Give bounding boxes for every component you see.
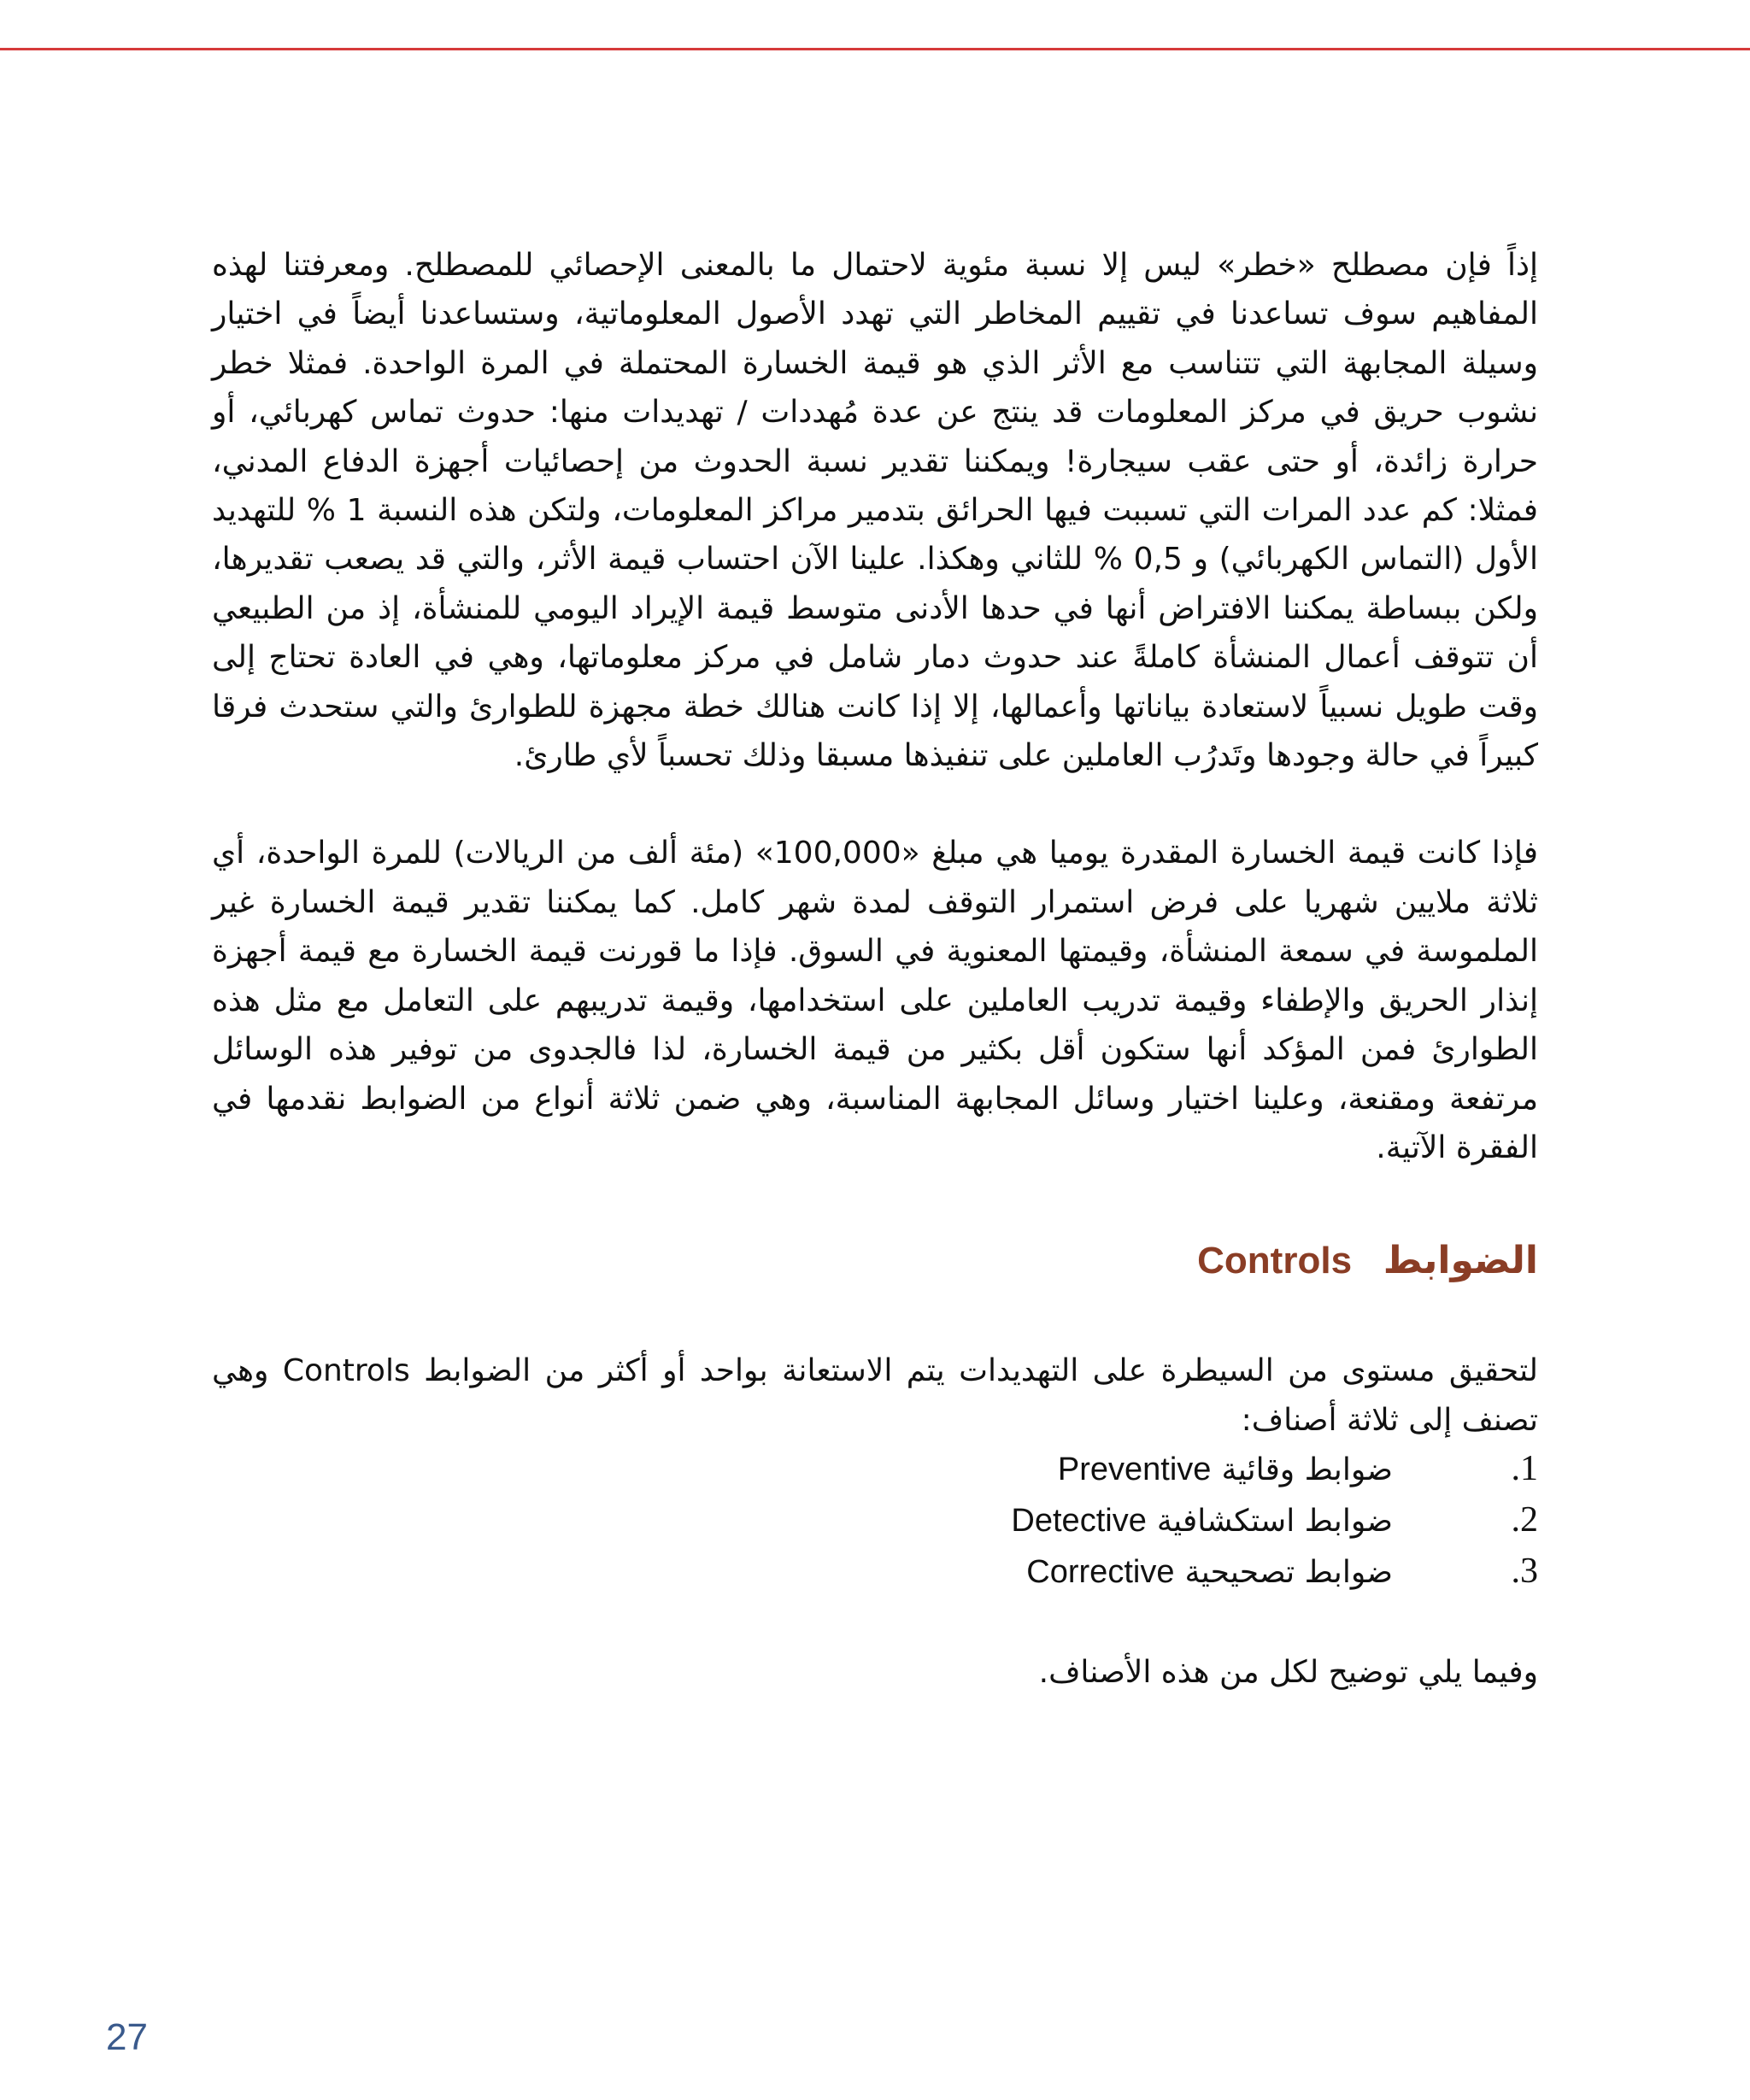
paragraph-risk-definition: إذاً فإن مصطلح «خطر» ليس إلا نسبة مئوية لاحتمال ما بالمعنى الإحصائي للمصطلح. ومعرفتنا لهذه المفاهيم سوف تساعدنا في تقييم المخاطر التي تهدد الأصول المعلوماتية، وستساعدنا أيضاً في اختيار وسيلة المجابهة التي تتناسب مع الأثر الذي هو قيمة الخسارة المحتملة في المرة الواحدة. فمثلا خطر نشوب حريق في مركز المعلومات قد ينتج عن عدة مُهددات / تهديدات منها: حدوث تماس كهربائي، أو حرارة زائدة، أو حتى عقب سيجارة! ويمكننا تقدير نسبة الحدوث من إحصائيات أجهزة الدفاع المدني، فمثلا: كم عدد المرات التي تسببت فيها الحرائق بتدمير مراكز المعلومات، ولتكن هذه النسبة 1 % للتهديد الأول (التماس الكهربائي) و 0,5 % للثاني وهكذا. علينا الآن احتساب قيمة الأثر، والتي قد يصعب تقديرها، ولكن ببساطة يمكننا الافتراض أنها في حدها الأدنى متوسط قيمة الإيراد اليومي للمنشأة، إذ من الطبيعي أن تتوقف أعمال المنشأة كاملةً عند حدوث دمار شامل في مركز معلوماتها، وهي في العادة تحتاج إلى وقت طويل نسبياً لاستعادة بياناتها وأعمالها، إلا إذا كانت هنالك خطة مجهزة للطوارئ والتي ستحدث فرقا كبيراً في حالة وجودها وتَدرُب العاملين على تنفيذها مسبقا وذلك تحسباً لأي طارئ. — [212, 248, 1538, 774]
paragraph-closing: وفيما يلي توضيح لكل من هذه الأصناف. — [1038, 1655, 1538, 1691]
list-item — [212, 1445, 1538, 1496]
list-item — [212, 1547, 1538, 1598]
list-item-number: .3 — [1511, 1552, 1538, 1592]
list-item-number: .2 — [1511, 1500, 1538, 1540]
heading-arabic: الضوابط — [1383, 1240, 1538, 1282]
list-item-english: Detective — [1011, 1503, 1147, 1540]
paragraph-controls-intro: لتحقيق مستوى من السيطرة على التهديدات يتم الاستعانة بواحد أو أكثر من الضوابط Controls وهي تصنف إلى ثلاثة أصناف: — [212, 1353, 1538, 1438]
page-content — [212, 241, 1538, 1698]
page-number: 27 — [106, 2016, 148, 2058]
top-rule — [0, 48, 1750, 50]
control-classes-list — [212, 1445, 1538, 1598]
list-item-number: .1 — [1511, 1449, 1538, 1489]
list-item-english: Preventive — [1057, 1452, 1212, 1488]
list-item — [212, 1496, 1538, 1547]
list-item-arabic: ضوابط استكشافية — [1156, 1504, 1393, 1540]
list-item-english: Corrective — [1026, 1554, 1175, 1591]
paragraph-loss-estimate: فإذا كانت قيمة الخسارة المقدرة يوميا هي مبلغ «100,000» (مئة ألف من الريالات) للمرة الواحدة، أي ثلاثة ملايين شهريا على فرض استمرار التوقف لمدة شهر كامل. كما يمكننا تقدير قيمة الخسارة غير الملموسة في سمعة المنشأة، وقيمتها المعنوية في السوق. فإذا ما قورنت قيمة الخسارة مع قيمة أجهزة إنذار الحريق والإطفاء وقيمة تدريب العاملين على استخدامها، وقيمة تدريبهم على التعامل مع مثل هذه الطوارئ فمن المؤكد أنها ستكون أقل بكثير من قيمة الخسارة، لذا فالجدوى من توفير هذه الوسائل مرتفعة ومقنعة، وعلينا اختيار وسائل المجابهة المناسبة، وهي ضمن ثلاثة أنواع من الضوابط نقدمها في الفقرة الآتية. — [212, 836, 1538, 1165]
section-heading-controls — [212, 1235, 1538, 1287]
list-item-arabic: ضوابط وقائية — [1221, 1452, 1393, 1488]
list-item-arabic: ضوابط تصحيحية — [1184, 1555, 1393, 1591]
heading-english: Controls — [1197, 1240, 1353, 1282]
